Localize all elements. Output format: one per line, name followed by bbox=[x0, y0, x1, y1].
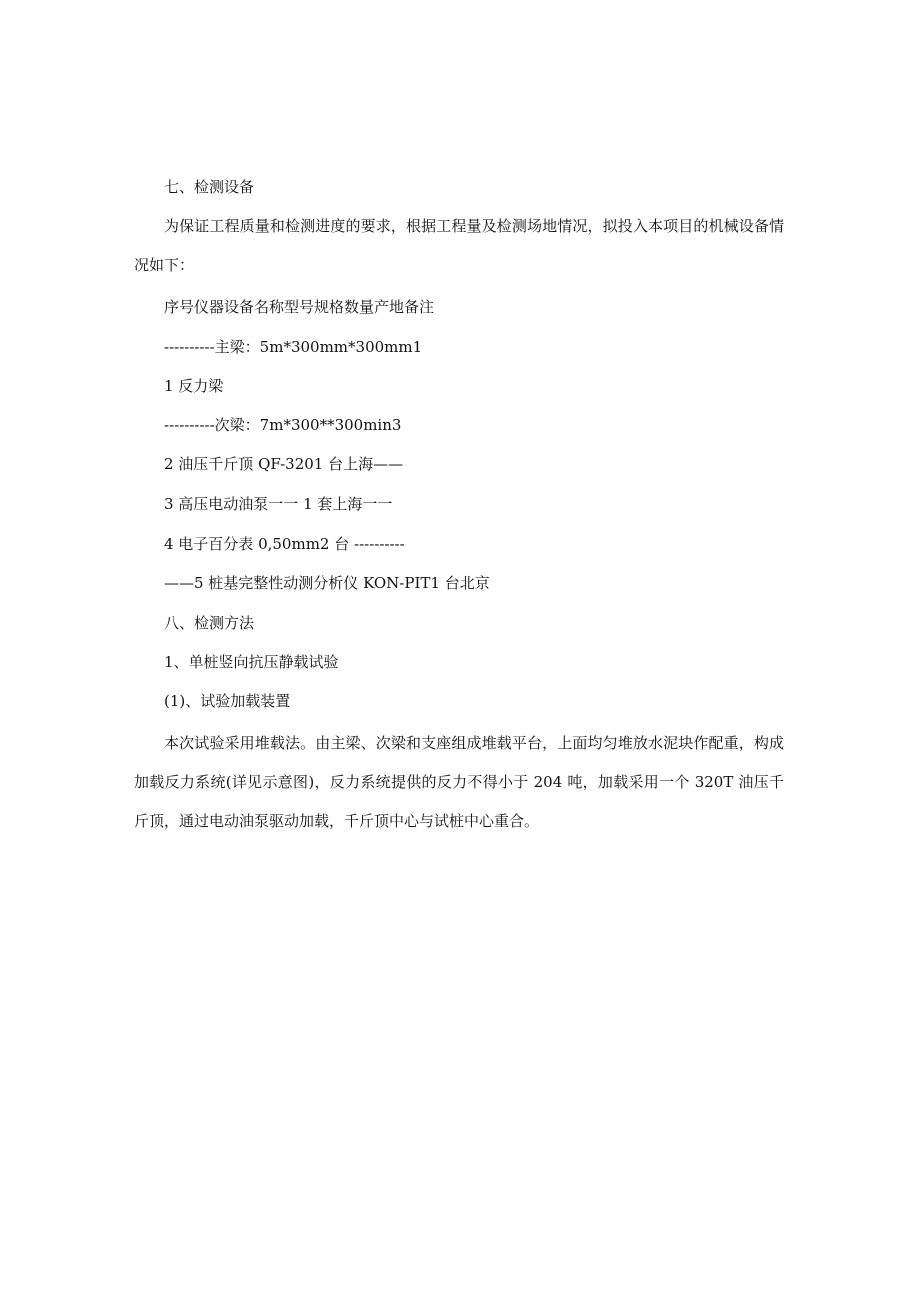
equipment-table-header: 序号仪器设备名称型号规格数量产地备注 bbox=[164, 298, 435, 316]
loading-device-paragraph: 本次试验采用堆载法。由主梁、次梁和支座组成堆载平台，上面均匀堆放水泥块作配重，构成加载反力系统(详见示意图)，反力系统提供的反力不得小于 204 吨，加载采用一个 320T 油压千斤顶，通过电动油泵驱动加载，千斤顶中心与试桩中心重合。 bbox=[134, 734, 784, 830]
section-8-heading: 八、检测方法 bbox=[164, 614, 255, 632]
item-1-heading: (1)、试验加载装置 bbox=[164, 692, 291, 710]
equipment-line-secondary-beam: ----------次梁：7m*300**300min3 bbox=[164, 416, 402, 434]
equipment-line-pile-analyzer: ——5 桩基完整性动测分析仪 KON-PIT1 台北京 bbox=[164, 574, 490, 592]
equipment-line-hydraulic-jack: 2 油压千斤顶 QF-3201 台上海—— bbox=[164, 455, 404, 473]
subsection-1-heading: 1、单桩竖向抗压静载试验 bbox=[164, 653, 339, 671]
intro-paragraph: 为保证工程质量和检测进度的要求，根据工程量及检测场地情况，拟投入本项目的机械设备情况如下： bbox=[134, 217, 784, 274]
equipment-line-dial-gauge: 4 电子百分表 0,50mm2 台 ---------- bbox=[164, 535, 405, 553]
equipment-line-reaction-beam: 1 反力梁 bbox=[164, 377, 224, 395]
section-7-heading: 七、检测设备 bbox=[164, 178, 255, 196]
equipment-line-oil-pump: 3 高压电动油泵一一 1 套上海一一 bbox=[164, 495, 393, 513]
equipment-line-main-beam: ----------主梁：5m*300mm*300mm1 bbox=[164, 338, 423, 356]
